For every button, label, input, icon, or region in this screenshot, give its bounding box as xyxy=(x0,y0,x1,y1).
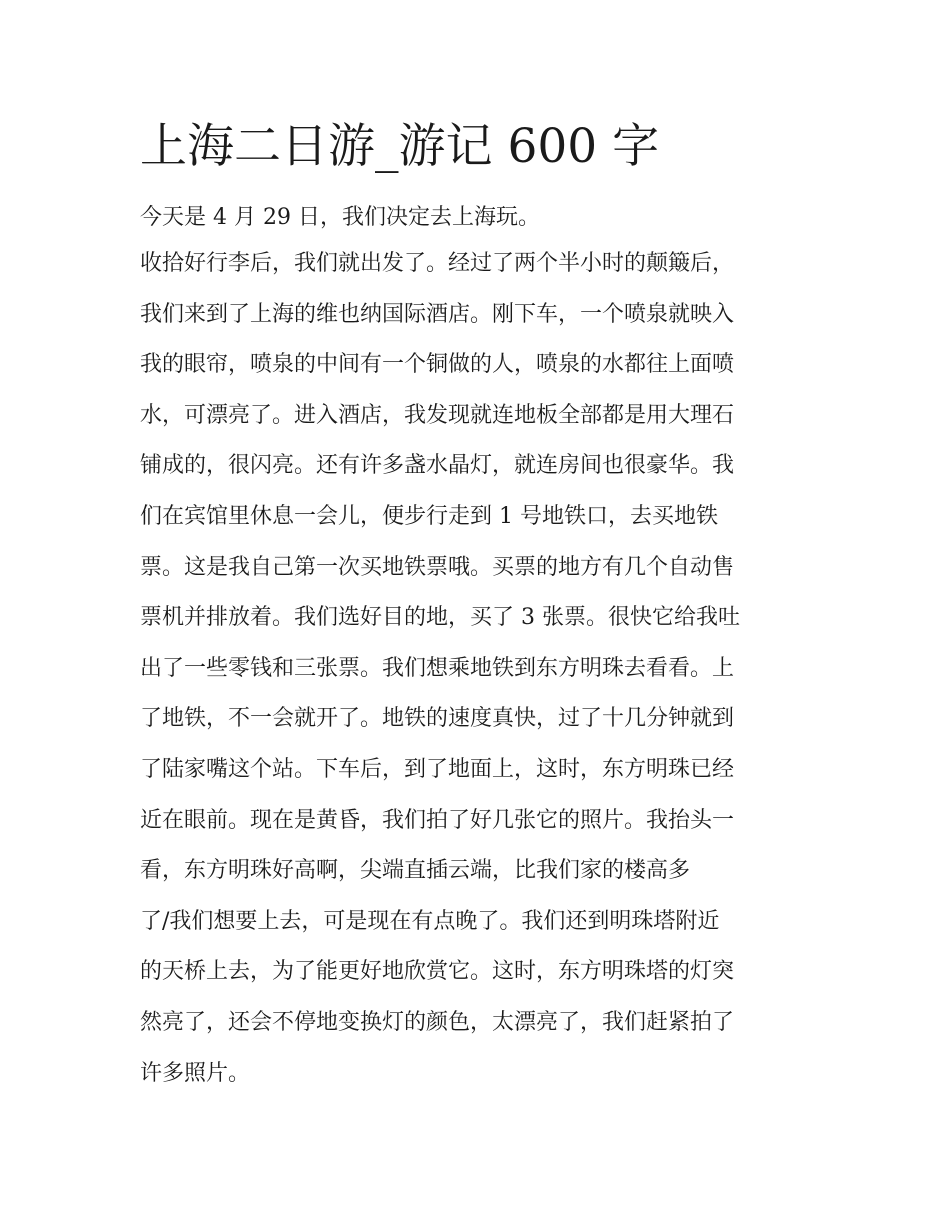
body-line: 近在眼前。现在是黄昏，我们拍了好几张它的照片。我抬头一 xyxy=(140,807,735,833)
body-line: 许多照片。 xyxy=(140,1060,251,1086)
body-line: 看，东方明珠好高啊，尖端直插云端，比我们家的楼高多 xyxy=(140,858,691,884)
body-line: 的天桥上去，为了能更好地欣赏它。这时，东方明珠塔的灯突 xyxy=(140,959,735,985)
body-line: 水，可漂亮了。进入酒店，我发现就连地板全部都是用大理石 xyxy=(140,402,735,428)
body-line: 们在宾馆里休息一会儿，便步行走到 1 号地铁口，去买地铁 xyxy=(140,503,718,529)
body-line: 收拾好行李后，我们就出发了。经过了两个半小时的颠簸后， xyxy=(140,251,735,276)
body-line: 了陆家嘴这个站。下车后，到了地面上，这时，东方明珠已经 xyxy=(140,756,735,782)
body-line: 了地铁，不一会就开了。地铁的速度真快，过了十几分钟就到 xyxy=(140,706,735,732)
body-line: 票机并排放着。我们选好目的地，买了 3 张票。很快它给我吐 xyxy=(140,605,740,631)
body-line: 然亮了，还会不停地变换灯的颜色，太漂亮了，我们赶紧拍了 xyxy=(140,1009,735,1035)
document-page xyxy=(140,112,820,1099)
body-line: 了/我们想要上去，可是现在有点晚了。我们还到明珠塔附近 xyxy=(140,908,720,934)
body-text xyxy=(140,239,820,1099)
body-line: 铺成的，很闪亮。还有许多盏水晶灯，就连房间也很豪华。我 xyxy=(140,453,735,479)
body-line: 我的眼帘，喷泉的中间有一个铜做的人，喷泉的水都往上面喷 xyxy=(140,352,735,378)
body-line: 出了一些零钱和三张票。我们想乘地铁到东方明珠去看看。上 xyxy=(140,655,735,681)
body-line: 我们来到了上海的维也纳国际酒店。刚下车，一个喷泉就映入 xyxy=(140,301,735,327)
document-title: 上海二日游_游记 600 字 xyxy=(140,119,660,174)
intro-paragraph: 今天是 4 月 29 日，我们决定去上海玩。 xyxy=(140,205,540,230)
body-line: 票。这是我自己第一次买地铁票哦。买票的地方有几个自动售 xyxy=(140,554,735,580)
